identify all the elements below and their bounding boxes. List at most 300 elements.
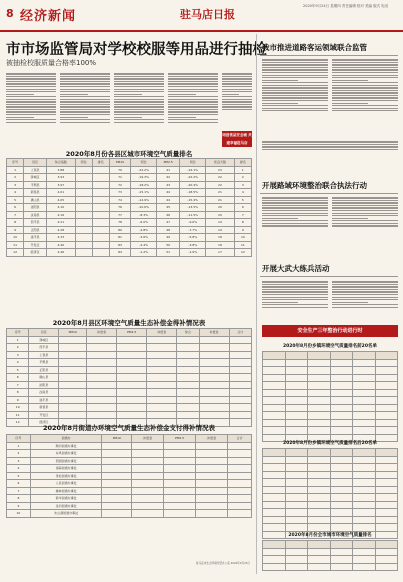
table-row: [7, 211, 252, 219]
table-header-cell: 合计: [229, 329, 252, 337]
table-cell: [177, 396, 199, 404]
text-line: [332, 92, 398, 93]
table-cell: [199, 366, 229, 374]
table-cell: 21: [206, 196, 235, 204]
newspaper-logo: 驻马店日报: [180, 8, 235, 21]
text-line: [332, 59, 398, 60]
article-column-1: [6, 72, 56, 148]
table-row: [263, 556, 398, 564]
text-line: [332, 108, 398, 109]
table-header-cell: PM2.5: [117, 329, 147, 337]
table-cell: 2: [7, 174, 24, 182]
table-cell: [308, 427, 331, 435]
table-cell: [132, 480, 164, 488]
table-row: [7, 480, 252, 488]
table-cell: [229, 389, 252, 397]
text-line: [6, 83, 56, 84]
table-cell: -19.3%: [131, 174, 157, 182]
table-row: [263, 501, 398, 509]
table-header-cell: 街道办: [30, 435, 102, 443]
table-cell: [177, 404, 199, 412]
table-cell: 上蔡县: [24, 166, 47, 174]
table-row: [7, 344, 252, 352]
table-cell: [92, 204, 109, 212]
table3: [6, 434, 252, 518]
table-cell: [285, 494, 308, 502]
table-cell: [353, 516, 376, 524]
table-cell: [117, 351, 147, 359]
text-line: [332, 200, 398, 201]
table-cell: [229, 366, 252, 374]
text-line: [168, 91, 218, 92]
table-cell: 1: [234, 166, 251, 174]
text-line: [332, 223, 398, 224]
table-cell: [59, 359, 87, 367]
text-line: [332, 281, 398, 282]
text-line: [114, 109, 164, 110]
table-cell: [75, 219, 92, 227]
article-column-4: [168, 72, 218, 148]
table-cell: 12: [7, 249, 24, 257]
text-line: [262, 90, 328, 91]
table-cell: [375, 404, 398, 412]
text-line: [114, 104, 164, 105]
table-cell: [330, 494, 353, 502]
table-cell: [330, 412, 353, 420]
table-cell: [92, 189, 109, 197]
table-cell: [353, 412, 376, 420]
table-cell: [132, 450, 164, 458]
table-row: [7, 404, 252, 412]
table-header-cell: 同比: [75, 159, 92, 167]
table-cell: [75, 234, 92, 242]
table-row: [7, 219, 252, 227]
table-cell: [308, 509, 331, 517]
table-cell: [330, 464, 353, 472]
table-cell: [263, 397, 286, 405]
table-cell: 12: [234, 249, 251, 257]
table-cell: [228, 510, 252, 518]
table-cell: 西平县: [29, 344, 59, 352]
table-cell: 西园街道办事处: [30, 457, 102, 465]
table-header-cell: PM10: [59, 329, 87, 337]
table2: [6, 328, 252, 427]
text-line: [114, 99, 164, 100]
table-header-cell: 序号: [7, 159, 24, 167]
text-line: [60, 96, 110, 97]
table-cell: [177, 411, 199, 419]
table-cell: [102, 450, 132, 458]
table-cell: [59, 389, 87, 397]
table-row: [7, 336, 252, 344]
table-cell: [92, 211, 109, 219]
text-line: [262, 304, 328, 305]
table-cell: [375, 464, 398, 472]
table-cell: [308, 359, 331, 367]
text-line: [262, 100, 328, 101]
table-cell: 3: [7, 351, 29, 359]
text-line: [222, 86, 252, 87]
table-row: [7, 196, 252, 204]
text-line: [332, 297, 398, 298]
table-cell: [59, 396, 87, 404]
table-cell: [59, 411, 87, 419]
table-cell: [353, 471, 376, 479]
text-line: [222, 89, 252, 90]
text-line: [168, 119, 218, 120]
table-cell: 1: [7, 442, 31, 450]
table-cell: [353, 509, 376, 517]
text-line: [168, 117, 196, 118]
table-cell: [92, 196, 109, 204]
table-cell: [132, 510, 164, 518]
table-cell: [92, 166, 109, 174]
text-line: [6, 122, 56, 123]
table-cell: [87, 389, 117, 397]
table-cell: [117, 344, 147, 352]
text-line: [60, 101, 110, 102]
text-line: [332, 95, 398, 96]
text-line: [222, 99, 252, 100]
table-row: [7, 389, 252, 397]
table-cell: [263, 427, 286, 435]
text-line: [6, 81, 56, 82]
table-cell: [117, 374, 147, 382]
text-line: [168, 83, 218, 84]
table-cell: [330, 471, 353, 479]
table-row: [263, 509, 398, 517]
table-cell: [308, 494, 331, 502]
text-line: [114, 122, 164, 123]
table-cell: [177, 389, 199, 397]
table-header-cell: 排名: [92, 159, 109, 167]
table1-title: 2020年8月份各县区城市环境空气质量排名: [65, 150, 193, 158]
table-cell: 71: [109, 174, 130, 182]
text-line: [262, 220, 328, 221]
table-cell: [375, 563, 398, 571]
table-cell: [196, 442, 228, 450]
right-article-2a: [262, 196, 328, 242]
text-line: [262, 307, 328, 308]
table-cell: -10.6%: [131, 204, 157, 212]
table-cell: 经济区: [29, 419, 59, 427]
table-cell: [164, 487, 196, 495]
table-cell: [330, 541, 353, 549]
table-cell: [59, 381, 87, 389]
text-line: [60, 78, 110, 79]
text-line: [114, 114, 164, 115]
table-row: [7, 442, 252, 450]
table-cell: [285, 419, 308, 427]
table-cell: -12.9%: [131, 196, 157, 204]
text-line: [332, 207, 398, 208]
text-line: [262, 105, 328, 106]
table-cell: [229, 374, 252, 382]
table-cell: 76: [109, 204, 130, 212]
table-cell: [353, 479, 376, 487]
table-cell: [87, 336, 117, 344]
table-cell: [196, 487, 228, 495]
table-cell: [353, 427, 376, 435]
table-row: [263, 389, 398, 397]
text-line: [168, 76, 218, 77]
table-cell: 泌阳县: [29, 381, 59, 389]
table-cell: [92, 249, 109, 257]
table-cell: [330, 509, 353, 517]
table-cell: [330, 382, 353, 390]
text-line: [332, 87, 398, 88]
table-cell: [132, 487, 164, 495]
text-line: [222, 101, 252, 102]
text-line: [60, 86, 110, 87]
table-cell: 22: [206, 181, 235, 189]
main-subhead: 被抽检校服质量合格率100%: [6, 59, 97, 67]
table-cell: 20: [206, 204, 235, 212]
table-cell: 41: [157, 166, 180, 174]
text-line: [332, 100, 398, 101]
small-table2-title: 2020年8月份乡镇环境空气质量排名后20名单: [283, 441, 377, 446]
table-cell: 确山县: [29, 374, 59, 382]
table-row: [7, 374, 252, 382]
text-line: [262, 92, 328, 93]
table-cell: [375, 509, 398, 517]
table-cell: [285, 524, 308, 532]
table-cell: [353, 382, 376, 390]
table-cell: -15.4%: [180, 196, 206, 204]
page-header: [0, 0, 403, 32]
text-line: [332, 220, 398, 221]
table-cell: [285, 449, 308, 457]
table-cell: [147, 344, 177, 352]
table-cell: 6: [7, 204, 24, 212]
table-cell: [75, 174, 92, 182]
table-cell: [285, 486, 308, 494]
table-cell: [330, 404, 353, 412]
table-header-cell: 序号: [7, 435, 31, 443]
table-cell: -5.8%: [180, 234, 206, 242]
table-row: [7, 234, 252, 242]
table-cell: -1.9%: [180, 249, 206, 257]
table-cell: 11: [7, 241, 24, 249]
table-cell: 6: [7, 374, 29, 382]
text-line: [6, 91, 56, 92]
text-line: [332, 205, 398, 206]
table-cell: 4: [7, 359, 29, 367]
table-cell: [263, 471, 286, 479]
table-cell: 12: [7, 419, 29, 427]
text-line: [262, 59, 328, 60]
table-cell: [375, 456, 398, 464]
text-line: [262, 289, 328, 290]
text-line: [262, 85, 328, 86]
table-cell: [263, 352, 286, 360]
table-cell: [102, 465, 132, 473]
table-cell: [147, 396, 177, 404]
table-cell: 上蔡县: [29, 351, 59, 359]
text-line: [168, 94, 196, 95]
table-cell: 80: [109, 226, 130, 234]
table-cell: [330, 479, 353, 487]
text-line: [222, 83, 252, 84]
table-cell: [59, 336, 87, 344]
table-header-cell: 补偿金: [132, 435, 164, 443]
table-cell: [92, 219, 109, 227]
table-cell: [330, 486, 353, 494]
text-line: [60, 81, 110, 82]
table-cell: [199, 381, 229, 389]
text-line: [262, 67, 328, 68]
table-cell: [164, 510, 196, 518]
table-cell: 84: [109, 249, 130, 257]
text-line: [262, 82, 328, 83]
text-line: [262, 97, 328, 98]
table-cell: [285, 501, 308, 509]
text-line: [262, 207, 328, 208]
table-cell: 金河街道办事处: [30, 502, 102, 510]
table-cell: [353, 359, 376, 367]
text-line: [60, 106, 110, 107]
table-cell: 4.10: [47, 204, 76, 212]
table-row: [263, 374, 398, 382]
table-row: [7, 249, 252, 257]
table-cell: [229, 411, 252, 419]
table-cell: 10: [7, 510, 31, 518]
table-cell: 8: [7, 495, 31, 503]
table-cell: 5: [7, 196, 24, 204]
text-line: [114, 94, 142, 95]
table-cell: [75, 249, 92, 257]
table-cell: [92, 181, 109, 189]
table-header-cell: 序号: [7, 329, 29, 337]
table-cell: [75, 166, 92, 174]
table-cell: [199, 404, 229, 412]
table-header-cell: 同比: [131, 159, 157, 167]
table-row: [7, 174, 252, 182]
table-cell: -3.6%: [131, 234, 157, 242]
table-cell: [285, 464, 308, 472]
text-line: [332, 75, 398, 76]
table1: [6, 158, 252, 257]
table-cell: -11.5%: [180, 211, 206, 219]
table-cell: [263, 367, 286, 375]
table-cell: [353, 397, 376, 405]
table-cell: [285, 359, 308, 367]
table-cell: [375, 548, 398, 556]
text-line: [262, 69, 328, 70]
table-row: [263, 367, 398, 375]
table-cell: [308, 456, 331, 464]
table-cell: [330, 352, 353, 360]
table-cell: [330, 563, 353, 571]
table-row: [263, 516, 398, 524]
text-line: [114, 91, 164, 92]
table-cell: [59, 366, 87, 374]
text-line: [332, 85, 398, 86]
table-cell: 9: [234, 226, 251, 234]
text-line: [6, 86, 56, 87]
table-cell: 8: [7, 219, 24, 227]
table-cell: [330, 501, 353, 509]
table-cell: 18: [206, 241, 235, 249]
table-cell: -20.4%: [180, 181, 206, 189]
table-row: [263, 486, 398, 494]
rule: [260, 276, 398, 277]
table-cell: [353, 456, 376, 464]
table-cell: 51: [157, 249, 180, 257]
table-cell: [308, 412, 331, 420]
page-number: 8: [6, 7, 14, 20]
table-cell: [330, 374, 353, 382]
table-cell: 19: [206, 226, 235, 234]
text-line: [332, 90, 398, 91]
table-cell: [330, 367, 353, 375]
table-cell: -8.3%: [131, 211, 157, 219]
table-header-cell: 综合: [177, 329, 199, 337]
table-cell: [308, 382, 331, 390]
text-line: [332, 69, 398, 70]
text-line: [60, 99, 110, 100]
table-cell: 4.05: [47, 196, 76, 204]
table-cell: [102, 487, 132, 495]
table-row: [7, 502, 252, 510]
table-cell: 44: [157, 189, 180, 197]
table-cell: [228, 465, 252, 473]
table-cell: [87, 404, 117, 412]
table-cell: [102, 457, 132, 465]
text-line: [6, 73, 56, 74]
table-cell: [308, 419, 331, 427]
table-cell: [199, 359, 229, 367]
text-line: [332, 105, 398, 106]
table-row: [7, 366, 252, 374]
table-row: [263, 449, 398, 457]
table-cell: 4.40: [47, 241, 76, 249]
article-column-5: [222, 72, 252, 130]
text-line: [60, 104, 110, 105]
table-cell: [308, 449, 331, 457]
table-header-cell: 综合指数: [47, 159, 76, 167]
table-cell: 9: [7, 396, 29, 404]
table-cell: -2.4%: [131, 241, 157, 249]
small-table1-title: 2020年8月份乡镇环境空气质量排名前20名单: [283, 344, 377, 349]
text-line: [168, 111, 218, 112]
table-cell: 4.28: [47, 226, 76, 234]
table-cell: 49: [157, 234, 180, 242]
table-cell: 4.01: [47, 189, 76, 197]
text-line: [168, 109, 218, 110]
text-line: [332, 103, 368, 104]
text-line: [262, 281, 328, 282]
table-cell: [228, 472, 252, 480]
text-line: [332, 284, 398, 285]
table-row: [263, 494, 398, 502]
table-cell: [263, 382, 286, 390]
table-cell: [375, 397, 398, 405]
table-cell: 50: [157, 241, 180, 249]
table-cell: [308, 516, 331, 524]
table-cell: [147, 411, 177, 419]
table-row: [7, 465, 252, 473]
table-cell: [263, 501, 286, 509]
table-cell: 3.88: [47, 166, 76, 174]
table-cell: -18.5%: [180, 189, 206, 197]
table-cell: [263, 404, 286, 412]
article-column-2: [60, 72, 110, 148]
table-row: [7, 396, 252, 404]
table-header-cell: 同比: [180, 159, 206, 167]
table-cell: [75, 226, 92, 234]
table-cell: [229, 351, 252, 359]
